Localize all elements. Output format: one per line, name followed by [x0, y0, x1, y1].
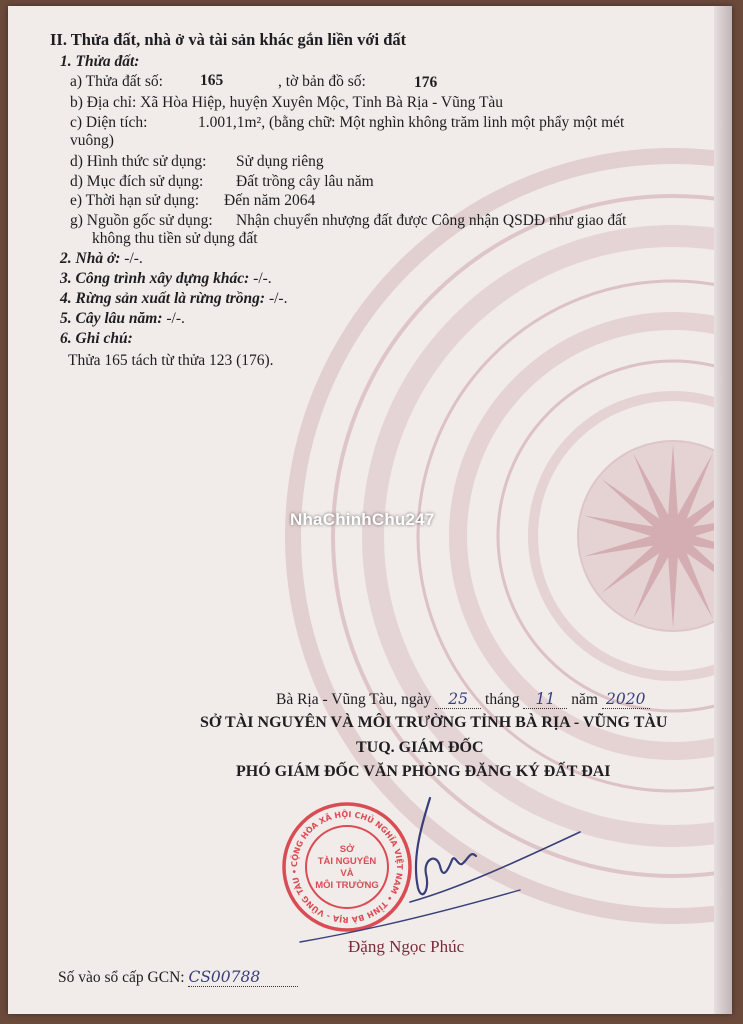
usage-origin-label: g) Nguồn gốc sử dụng: — [70, 212, 213, 229]
certificate-register-row — [58, 970, 298, 987]
issue-place: Bà Rịa - Vũng Tàu, ngày — [276, 691, 432, 708]
perennial-trees-label: 5. Cây lâu năm: — [60, 310, 163, 327]
issue-date-line — [276, 692, 650, 709]
certificate-register-number: CS00788 — [188, 970, 298, 987]
perennial-trees-row — [60, 311, 185, 327]
section-title: II. Thửa đất, nhà ở và tài sản khác gắn liền với đất — [50, 30, 407, 49]
authority-name: SỞ TÀI NGUYÊN VÀ MÔI TRƯỜNG TỈNH BÀ RỊA - VŨNG TÀU — [200, 714, 668, 731]
usage-purpose-value: Đất trồng cây lâu năm — [236, 173, 374, 190]
forest-label: 4. Rừng sản xuất là rừng trồng: — [60, 290, 266, 307]
usage-term-value: Đến năm 2064 — [224, 192, 316, 209]
house-label: 2. Nhà ở: — [60, 250, 121, 267]
usage-origin-value: Nhận chuyển nhượng đất được Công nhận QSDĐ như giao đất — [236, 212, 627, 229]
construction-value: -/-. — [253, 270, 272, 287]
notes-value: Thửa 165 tách từ thửa 123 (176). — [68, 352, 274, 369]
signer-title: PHÓ GIÁM ĐỐC VĂN PHÒNG ĐĂNG KÝ ĐẤT ĐAI — [236, 763, 611, 780]
parcel-number-label: a) Thửa đất số: — [70, 73, 163, 90]
area-value-continued: vuông) — [70, 132, 114, 149]
area-value: 1.001,1m², (bằng chữ: Một nghìn không trăm linh một phẩy một mét — [198, 114, 625, 131]
map-sheet-label: , tờ bản đồ số: — [278, 73, 366, 90]
seal-ring-text: CỘNG HÒA XÃ HỘI CHỦ NGHĨA VIỆT NAM • TỈNH BÀ RỊA - VŨNG TÀU • — [289, 809, 405, 925]
usage-term-label: e) Thời hạn sử dụng: — [70, 192, 200, 209]
map-sheet-value: 176 — [414, 74, 438, 91]
address-line: b) Địa chỉ: Xã Hòa Hiệp, huyện Xuyên Mộc, Tỉnh Bà Rịa - Vũng Tàu — [70, 94, 504, 111]
usage-origin-continued: không thu tiền sử dụng đất — [92, 230, 258, 247]
perennial-trees-value: -/-. — [166, 310, 185, 327]
forest-value: -/-. — [268, 290, 288, 307]
issue-year: 2020 — [606, 690, 646, 708]
construction-label: 3. Công trình xây dựng khác: — [60, 270, 250, 287]
usage-form-value: Sử dụng riêng — [236, 153, 324, 170]
land-heading: 1. Thửa đất: — [60, 53, 140, 70]
issue-year-label: năm — [571, 691, 598, 708]
certificate-page — [8, 6, 732, 1014]
authority-delegation: TUQ. GIÁM ĐỐC — [356, 739, 484, 756]
handwritten-signature — [280, 790, 600, 950]
issue-month-label: tháng — [485, 691, 520, 708]
house-value: -/-. — [124, 250, 143, 267]
signer-name: Đặng Ngọc Phúc — [348, 937, 465, 956]
certificate-register-label: Số vào sổ cấp GCN: — [58, 969, 185, 986]
parcel-number-value: 165 — [200, 72, 224, 89]
usage-purpose-label: d) Mục đích sử dụng: — [70, 173, 204, 190]
issue-day: 25 — [448, 690, 468, 708]
page-binding-edge — [714, 6, 732, 1014]
issue-month: 11 — [535, 690, 556, 708]
seal-center-text: SỞ TÀI NGUYÊN VÀ MÔI TRƯỜNG — [315, 844, 379, 891]
house-row — [60, 251, 143, 267]
construction-row — [60, 271, 272, 287]
usage-form-label: d) Hình thức sử dụng: — [70, 153, 207, 170]
notes-label: 6. Ghi chú: — [60, 330, 133, 347]
area-label: c) Diện tích: — [70, 114, 148, 131]
forest-row — [60, 291, 287, 307]
watermark-text: NhaChinhChu247 — [290, 510, 435, 529]
